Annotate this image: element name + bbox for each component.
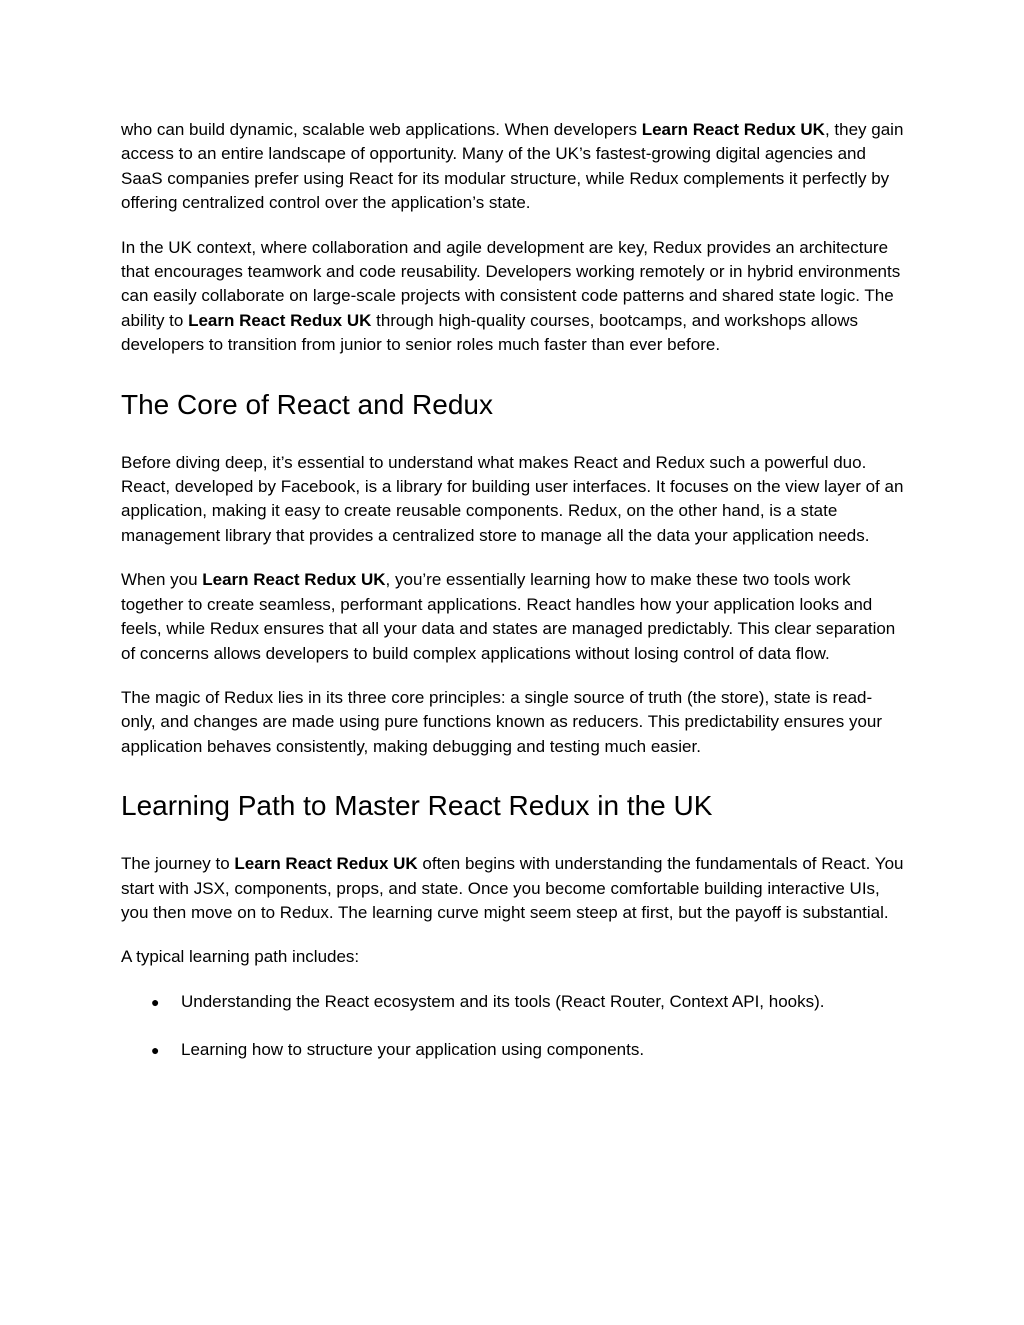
paragraph-intro: who can build dynamic, scalable web applications. When developers Learn React Redux UK, they gain access to an entire landscape of opportunity. Many of the UK’s fastest-growing digital agencies and SaaS companies prefer using React for its modular structure, while Redux complements it perfectly by offering centralized control over the application’s state. [121,120,904,213]
document-page [121,118,906,1063]
heading-learning-path: Learning Path to Master React Redux in the UK [121,790,713,822]
bold-keyword: Learn React Redux UK [234,854,418,874]
heading-core: The Core of React and Redux [121,388,493,420]
paragraph-uk-context: In the UK context, where collaboration and agile development are key, Redux provides an architecture that encourages teamwork and code reusability. Developers working remotely or in hybrid environments can easily collaborate on large-scale projects with consistent code patterns and shared state logic. The ability to Learn React Redux UK through high-quality courses, bootcamps, and workshops allows developers to transition from junior to senior roles much faster than ever before. [121,237,901,355]
paragraph-core-intro: Before diving deep, it’s essential to understand what makes React and Redux such a powerful duo. React, developed by Facebook, is a library for building user interfaces. It focuses on the view layer of an application, making it easy to create reusable components. Redux, on the other hand, is a state management library that provides a centralized store to manage all the data your application needs. [121,452,904,545]
bold-keyword: Learn React Redux UK [202,570,386,590]
list-item: ● Learning how to structure your application using components. [121,1038,906,1062]
list-item: ● Understanding the React ecosystem and its tools (React Router, Context API, hooks). [121,990,906,1014]
paragraph-journey: The journey to Learn React Redux UK often begins with understanding the fundamentals of React. You start with JSX, components, props, and state. Once you become comfortable building interactive UIs, you then move on to Redux. The learning curve might seem steep at first, but the payoff is substantial. [121,854,904,922]
bullet-icon: ● [151,993,160,1010]
paragraph-path-intro: A typical learning path includes: [121,947,360,967]
paragraph-learn: When you Learn React Redux UK, you’re essentially learning how to make these two tools work together to create seamless, performant applications. React handles how your application looks and feels, while Redux ensures that all your data and states are managed predictably. This clear separation of concerns allows developers to build complex applications without losing control of data flow. [121,570,896,663]
bullet-icon: ● [151,1042,160,1059]
bold-keyword: Learn React Redux UK [188,310,372,330]
learning-path-list [121,990,906,1063]
bold-keyword: Learn React Redux UK [641,120,825,139]
paragraph-principles: The magic of Redux lies in its three core principles: a single source of truth (the store), state is read-only, and changes are made using pure functions known as reducers. This predictability ensures your application behaves consistently, making debugging and testing much easier. [121,687,883,756]
